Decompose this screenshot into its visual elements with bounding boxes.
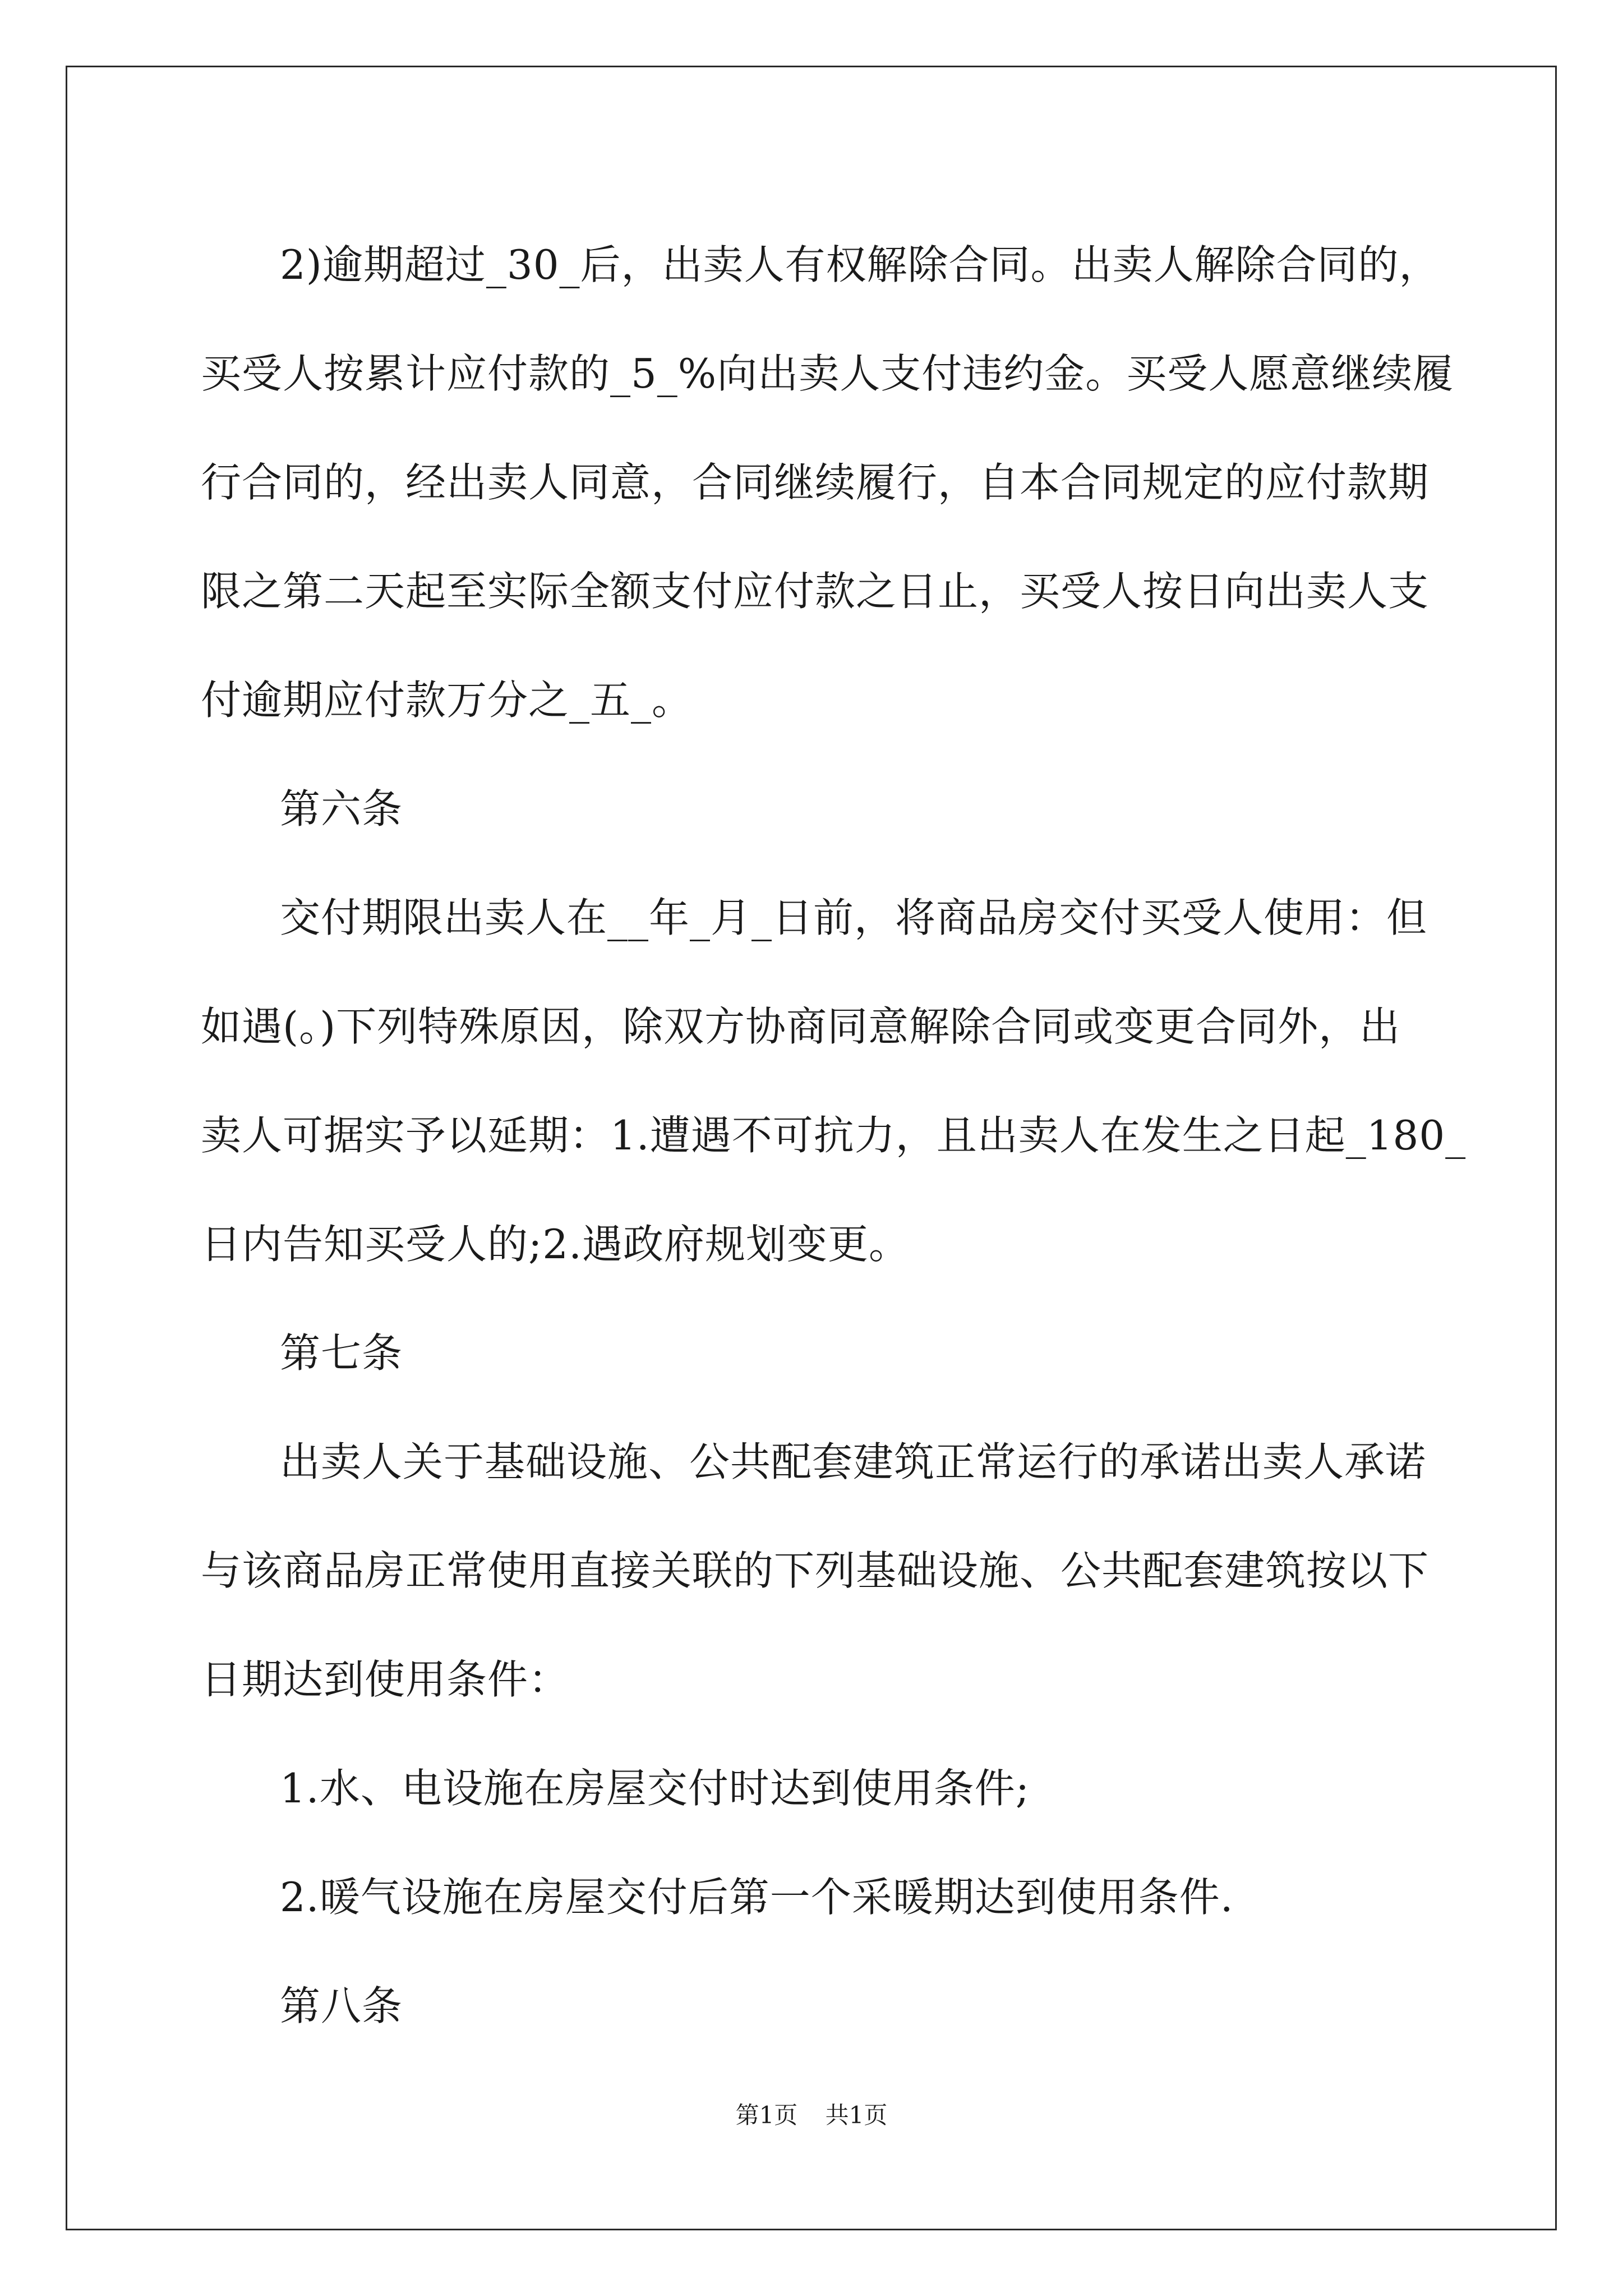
- text-line: 2.暖气设施在房屋交付后第一个采暖期达到使用条件.: [280, 1874, 1234, 1921]
- page-total: 共1页: [825, 2101, 888, 2129]
- text-line: 与该商品房正常使用直接关联的下列基础设施、公共配套建筑按以下: [201, 1547, 1430, 1594]
- text-line: 交付期限出卖人在__年_月_日前，将商品房交付买受人使用：但: [280, 894, 1428, 941]
- article-heading-7: [201, 1299, 1429, 1407]
- paragraph-overdue-terms: [201, 210, 1454, 754]
- article-heading-8: [201, 1952, 1429, 2060]
- text-line: 1.水、电设施在房屋交付时达到使用条件;: [280, 1765, 1030, 1812]
- text-line: 卖人可据实予以延期：1.遭遇不可抗力，且出卖人在发生之日起_180_: [201, 1112, 1467, 1159]
- text-line: 出卖人关于基础设施、公共配套建筑正常运行的承诺出卖人承诺: [280, 1438, 1427, 1485]
- page-number: 第1页: [735, 2101, 798, 2129]
- text-line: 日期达到使用条件：: [201, 1656, 570, 1703]
- text-line: 2)逾期超过_30_后，出卖人有权解除合同。出卖人解除合同的，: [280, 241, 1440, 288]
- text-line: 行合同的，经出卖人同意，合同继续履行，自本合同规定的应付款期: [201, 459, 1430, 506]
- list-item-heating: [201, 1843, 1429, 1952]
- document-body: [201, 210, 1467, 2060]
- text-line: 第六条: [280, 785, 403, 832]
- page-footer: [0, 2097, 1623, 2131]
- text-line: 日内告知买受人的;2.遇政府规划变更。: [201, 1221, 910, 1268]
- text-line: 第八条: [280, 1982, 403, 2030]
- text-line: 买受人按累计应付款的_5_%向出卖人支付违约金。买受人愿意继续履: [201, 350, 1454, 397]
- article-heading-6: [201, 754, 1429, 863]
- text-line: 付逾期应付款万分之_五_。: [201, 677, 693, 724]
- paragraph-infrastructure-promise: [201, 1407, 1429, 1734]
- text-line: 如遇(。)下列特殊原因，除双方协商同意解除合同或变更合同外，出: [201, 1003, 1401, 1050]
- list-item-water-electric: [201, 1734, 1429, 1843]
- text-line: 第七条: [280, 1329, 403, 1377]
- paragraph-delivery-terms: [201, 863, 1467, 1299]
- text-line: 限之第二天起至实际全额支付应付款之日止，买受人按日向出卖人支: [201, 568, 1430, 615]
